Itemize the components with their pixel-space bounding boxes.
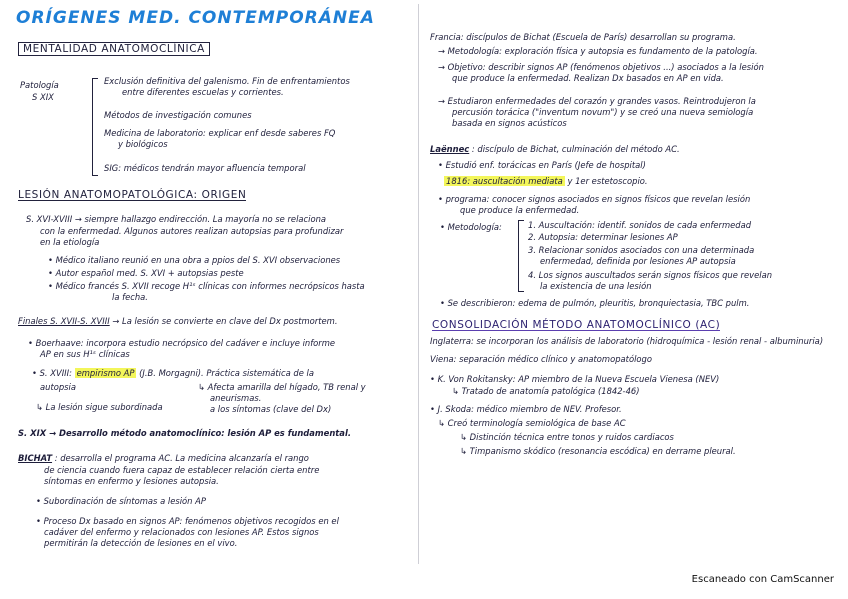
consolidacion-line-4: • J. Skoda: médico miembro de NEV. Profesor.	[430, 404, 622, 414]
francia-line-0: Francia: discípulos de Bichat (Escuela de París) desarrollan su programa.	[430, 32, 736, 42]
laennec-1816-wrap	[444, 176, 648, 186]
lesion-line-3: • Médico italiano reunió en una obra a ppios del S. XVI observaciones	[48, 255, 341, 265]
s-xix-line: S. XIX → Desarrollo método anatomoclínico: lesión AP es fundamental.	[18, 428, 352, 438]
mentalidad-item-4: y biológicos	[118, 139, 168, 149]
mentalidad-item-2: Métodos de investigación comunes	[104, 110, 252, 120]
laennec-line-0: • Estudió enf. torácicas en París (Jefe de hospital)	[438, 160, 646, 170]
consolidacion-line-1: Viena: separación médico clínico y anatomopatólogo	[430, 354, 652, 364]
finales-line-1: AP en sus H¹ˢ clínicas	[40, 349, 130, 359]
finales-line-7: ↳ La lesión sigue subordinada	[36, 402, 163, 412]
lesion-line-6: la fecha.	[112, 292, 148, 302]
lesion-line-5: • Médico francés S. XVII recoge H¹ˢ clínicas con informes necrópsicos hasta	[48, 281, 365, 291]
consolidacion-line-5: ↳ Creó terminología semiológica de base AC	[438, 418, 626, 428]
highlight-empirismo: empirismo AP	[76, 368, 135, 378]
heading-consolidacion: CONSOLIDACIÓN MÉTODO ANATOMOCLÍNICO (AC)	[432, 319, 721, 331]
lesion-line-2: en la etiología	[40, 237, 100, 247]
bichat-label: BICHAT	[18, 453, 53, 463]
laennec-line-11: la existencia de una lesión	[540, 281, 652, 291]
laennec-line-8: 3. Relacionar sonidos asociados con una determinada	[528, 245, 755, 255]
bichat-line-2: síntomas en enfermo y lesiones autopsia.	[44, 476, 219, 486]
finales-line-4: autopsia	[40, 382, 76, 392]
finales-line-2: • S. XVIII:	[32, 368, 72, 378]
finales-line-5: ↳ Afecta amarilla del hígado, TB renal y	[198, 382, 366, 392]
laennec-line-6: 1. Auscultación: identif. sonidos de cada enfermedad	[528, 220, 752, 230]
laennec-line-4: que produce la enfermedad.	[460, 205, 580, 215]
finales-head-rest: → La lesión se convierte en clave del Dx postmortem.	[112, 316, 338, 326]
bichat-line-1: de ciencia cuando fuera capaz de establecer relación cierta entre	[44, 465, 320, 475]
consolidacion-line-7: ↳ Timpanismo skódico (resonancia escódica) en derrame pleural.	[460, 446, 736, 456]
bracket-mentalidad	[92, 78, 98, 176]
bichat-line-3: • Subordinación de síntomas a lesión AP	[36, 496, 206, 506]
consolidacion-line-2: • K. Von Rokitansky: AP miembro de la Nueva Escuela Vienesa (NEV)	[430, 374, 720, 384]
mentalidad-item-5: SIG: médicos tendrán mayor afluencia temporal	[104, 163, 306, 173]
mentalidad-item-3: Medicina de laboratorio: explicar enf desde saberes FQ	[104, 128, 336, 138]
laennec-line-5: • Metodología:	[440, 222, 502, 232]
finales-line-8: a los síntomas (clave del Dx)	[210, 404, 332, 414]
francia-line-1: → Metodología: exploración física y autopsia es fundamento de la patología.	[438, 46, 758, 56]
lesion-line-1: con la enfermedad. Algunos autores realizan autopsias para profundizar	[40, 226, 344, 236]
bichat-line-0-wrap	[18, 453, 309, 463]
heading-lesion: LESIÓN ANATOMOPATOLÓGICA: ORIGEN	[18, 189, 247, 201]
francia-line-2: → Objetivo: describir signos AP (fenómenos objetivos ...) asociados a la lesión	[438, 62, 764, 72]
bichat-line-0: : desarrolla el programa AC. La medicina alcanzaría el rango	[54, 453, 309, 463]
lesion-line-0: S. XVI-XVIII → siempre hallazgo endirección. La mayoría no se relaciona	[26, 214, 327, 224]
bichat-line-4: • Proceso Dx basado en signos AP: fenómenos objetivos recogidos en el	[36, 516, 339, 526]
consolidacion-line-6: ↳ Distinción técnica entre tonos y ruidos cardiacos	[460, 432, 674, 442]
laennec-head-wrap	[430, 144, 680, 154]
laennec-line-3: • programa: conocer signos asociados en signos físicos que revelan lesión	[438, 194, 751, 204]
finales-line-6: aneurismas.	[210, 393, 262, 403]
laennec-line-7: 2. Autopsia: determinar lesiones AP	[528, 232, 678, 242]
laennec-line-2: y 1er estetoscopio.	[567, 176, 648, 186]
finales-s-xviii	[32, 368, 314, 378]
finales-line-3: (J.B. Morgagni). Práctica sistemática de la	[139, 368, 314, 378]
bracket-metodologia	[518, 220, 524, 292]
highlight-auscultacion: 1816: auscultación mediata	[446, 176, 563, 186]
lesion-line-4: • Autor español med. S. XVI + autopsias peste	[48, 268, 244, 278]
finales-head: Finales S. XVII-S. XVIII	[18, 316, 110, 326]
camscanner-watermark: Escaneado con CamScanner	[691, 574, 834, 585]
francia-line-6: basada en signos acústicos	[452, 118, 567, 128]
page-title: ORÍGENES MED. CONTEMPORÁNEA	[16, 8, 375, 28]
bichat-line-6: permitirán la detección de lesiones en el vivo.	[44, 538, 238, 548]
laennec-head: Laënnec	[430, 144, 470, 154]
francia-line-3: que produce la enfermedad. Realizan Dx basados en AP en vida.	[452, 73, 724, 83]
laennec-head-rest: : discípulo de Bichat, culminación del método AC.	[471, 144, 680, 154]
francia-line-4: → Estudiaron enfermedades del corazón y grandes vasos. Reintrodujeron la	[438, 96, 756, 106]
finales-block-head	[18, 316, 338, 326]
label-patologia: Patología	[20, 80, 59, 90]
consolidacion-line-3: ↳ Tratado de anatomía patológica (1842-46)	[452, 386, 640, 396]
mentalidad-item-0: Exclusión definitiva del galenismo. Fin de enfrentamientos	[104, 76, 350, 86]
finales-line-0: • Boerhaave: incorpora estudio necrópsico del cadáver e incluye informe	[28, 338, 336, 348]
francia-line-5: percusión torácica ("inventum novum") y se creó una nueva semiología	[452, 107, 754, 117]
consolidacion-line-0: Inglaterra: se incorporan los análisis de laboratorio (hidroquímica - lesión renal - albuminuria)	[430, 336, 824, 346]
page-divider	[418, 4, 419, 564]
laennec-line-10: 4. Los signos auscultados serán signos físicos que revelan	[528, 270, 773, 280]
heading-mentalidad: MENTALIDAD ANATOMOCLÍNICA	[18, 42, 210, 56]
laennec-line-9: enfermedad, definida por lesiones AP autopsia	[540, 256, 736, 266]
laennec-line-12: • Se describieron: edema de pulmón, pleuritis, bronquiectasia, TBC pulm.	[440, 298, 750, 308]
mentalidad-item-1: entre diferentes escuelas y corrientes.	[122, 87, 284, 97]
label-s-xix: S XIX	[32, 92, 54, 102]
bichat-line-5: cadáver del enfermo y relacionados con lesiones AP. Estos signos	[44, 527, 319, 537]
